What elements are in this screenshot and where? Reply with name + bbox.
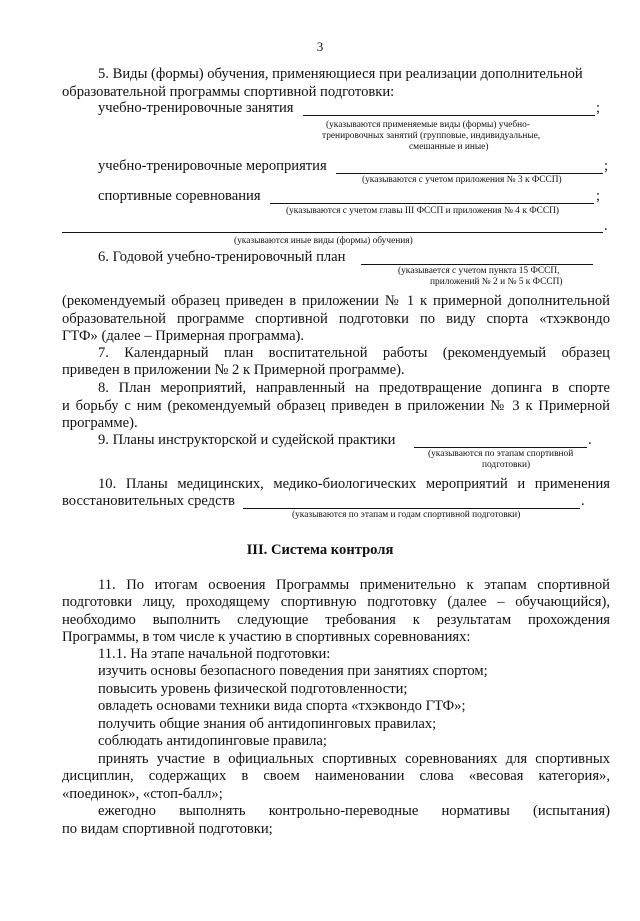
item3-fill-line — [270, 203, 594, 204]
norms-para-line2: по видам спортивной подготовки; — [62, 821, 273, 837]
list-item: получить общие знания об антидопинговых правилах; — [98, 716, 437, 732]
section9-fill-line — [414, 447, 587, 448]
section10-line1: 10. Планы медицинских, медико-биологических мероприятий и применения — [98, 476, 610, 492]
item1-label: учебно-тренировочные занятия — [98, 100, 294, 116]
competition-para-line3: «поединок», «стоп-балл»; — [62, 786, 223, 802]
section10-end: . — [581, 493, 585, 509]
other-forms-note: (указываются иные виды (формы) обучения) — [234, 236, 413, 246]
item1-end: ; — [596, 100, 601, 116]
item3-label: спортивные соревнования — [98, 188, 261, 204]
section9-note-line1: (указываются по этапам спортивной — [428, 449, 574, 459]
other-forms-fill-line — [62, 232, 603, 233]
item1-note-line1: (указываются применяемые виды (формы) учебно- — [326, 120, 530, 130]
section9-note-line2: подготовки) — [482, 460, 531, 470]
item1-fill-line — [303, 115, 595, 116]
competition-para-line2: дисциплин, содержащих в своем наименовании слова «весовая категория», — [62, 768, 610, 784]
item1-note-line3: смешанные и иные) — [409, 142, 489, 152]
section7-line2: приведен в приложении № 2 к Примерной программе). — [62, 362, 405, 378]
section11-line1: 11. По итогам освоения Программы применительно к этапам спортивной — [98, 577, 610, 593]
section11-line4: Программы, в том числе к участию в спортивных соревнованиях: — [62, 629, 471, 645]
list-item: повысить уровень физической подготовленности; — [98, 681, 408, 697]
item2-end: ; — [604, 158, 609, 174]
section10-line2: восстановительных средств — [62, 493, 235, 509]
section8-line3: программе). — [62, 415, 138, 431]
item2-fill-line — [336, 173, 603, 174]
item1-note-line2: тренировочных занятий (групповые, индивидуальные, — [322, 131, 541, 141]
section9-label: 9. Планы инструкторской и судейской практики — [98, 432, 396, 448]
section8-line2: и борьбу с ним (рекомендуемый образец приведен в приложении № 3 к Примерной — [62, 398, 610, 414]
item2-label: учебно-тренировочные мероприятия — [98, 158, 327, 174]
list-item: соблюдать антидопинговые правила; — [98, 733, 327, 749]
list-item: овладеть основами техники вида спорта «тхэквондо ГТФ»; — [98, 698, 466, 714]
section7-line1: 7. Календарный план воспитательной работы (рекомендуемый образец — [98, 345, 610, 361]
section5-title-line1: 5. Виды (формы) обучения, применяющиеся при реализации дополнительной — [98, 66, 583, 82]
item3-note: (указываются с учетом главы III ФССП и приложения № 4 к ФССП) — [286, 206, 560, 216]
norms-para-line1: ежегодно выполнять контрольно-переводные нормативы (испытания) — [98, 803, 610, 819]
section6-fill-line — [361, 264, 593, 265]
section11-line2: подготовки лицу, проходящему спортивную подготовку (далее – обучающийся), — [62, 594, 610, 610]
section6-note-line2: приложений № 2 и № 5 к ФССП) — [430, 277, 563, 287]
subsection-title: 11.1. На этапе начальной подготовки: — [98, 646, 331, 662]
section9-end: . — [588, 432, 592, 448]
section-heading: III. Система контроля — [246, 542, 394, 558]
section6-note-line1: (указывается с учетом пункта 15 ФССП, — [398, 266, 560, 276]
list-item: изучить основы безопасного поведения при занятиях спортом; — [98, 663, 488, 679]
section11-line3: необходимо выполнить следующие требования к результатам прохождения — [62, 612, 610, 628]
section10-note: (указываются по этапам и годам спортивной подготовки) — [292, 510, 521, 520]
item2-note: (указываются с учетом приложения № 3 к ФССП) — [362, 175, 562, 185]
other-forms-end: . — [604, 218, 608, 234]
section8-line1: 8. План мероприятий, направленный на предотвращение допинга в спорте — [98, 380, 610, 396]
section6-para-line2: образовательной программе спортивной подготовки по виду спорта «тхэквондо — [62, 311, 610, 327]
section6-para-line3: ГТФ» (далее – Примерная программа). — [62, 328, 305, 344]
page-number: 3 — [316, 39, 324, 54]
section5-title-line2: образовательной программы спортивной подготовки: — [62, 84, 395, 100]
competition-para-line1: принять участие в официальных спортивных соревнованиях для спортивных — [98, 751, 610, 767]
section10-fill-line — [243, 508, 580, 509]
section6-para-line1: (рекомендуемый образец приведен в приложении № 1 к примерной дополнительной — [62, 293, 610, 309]
section6-label: 6. Годовой учебно-тренировочный план — [98, 249, 346, 265]
item3-end: ; — [596, 188, 601, 204]
